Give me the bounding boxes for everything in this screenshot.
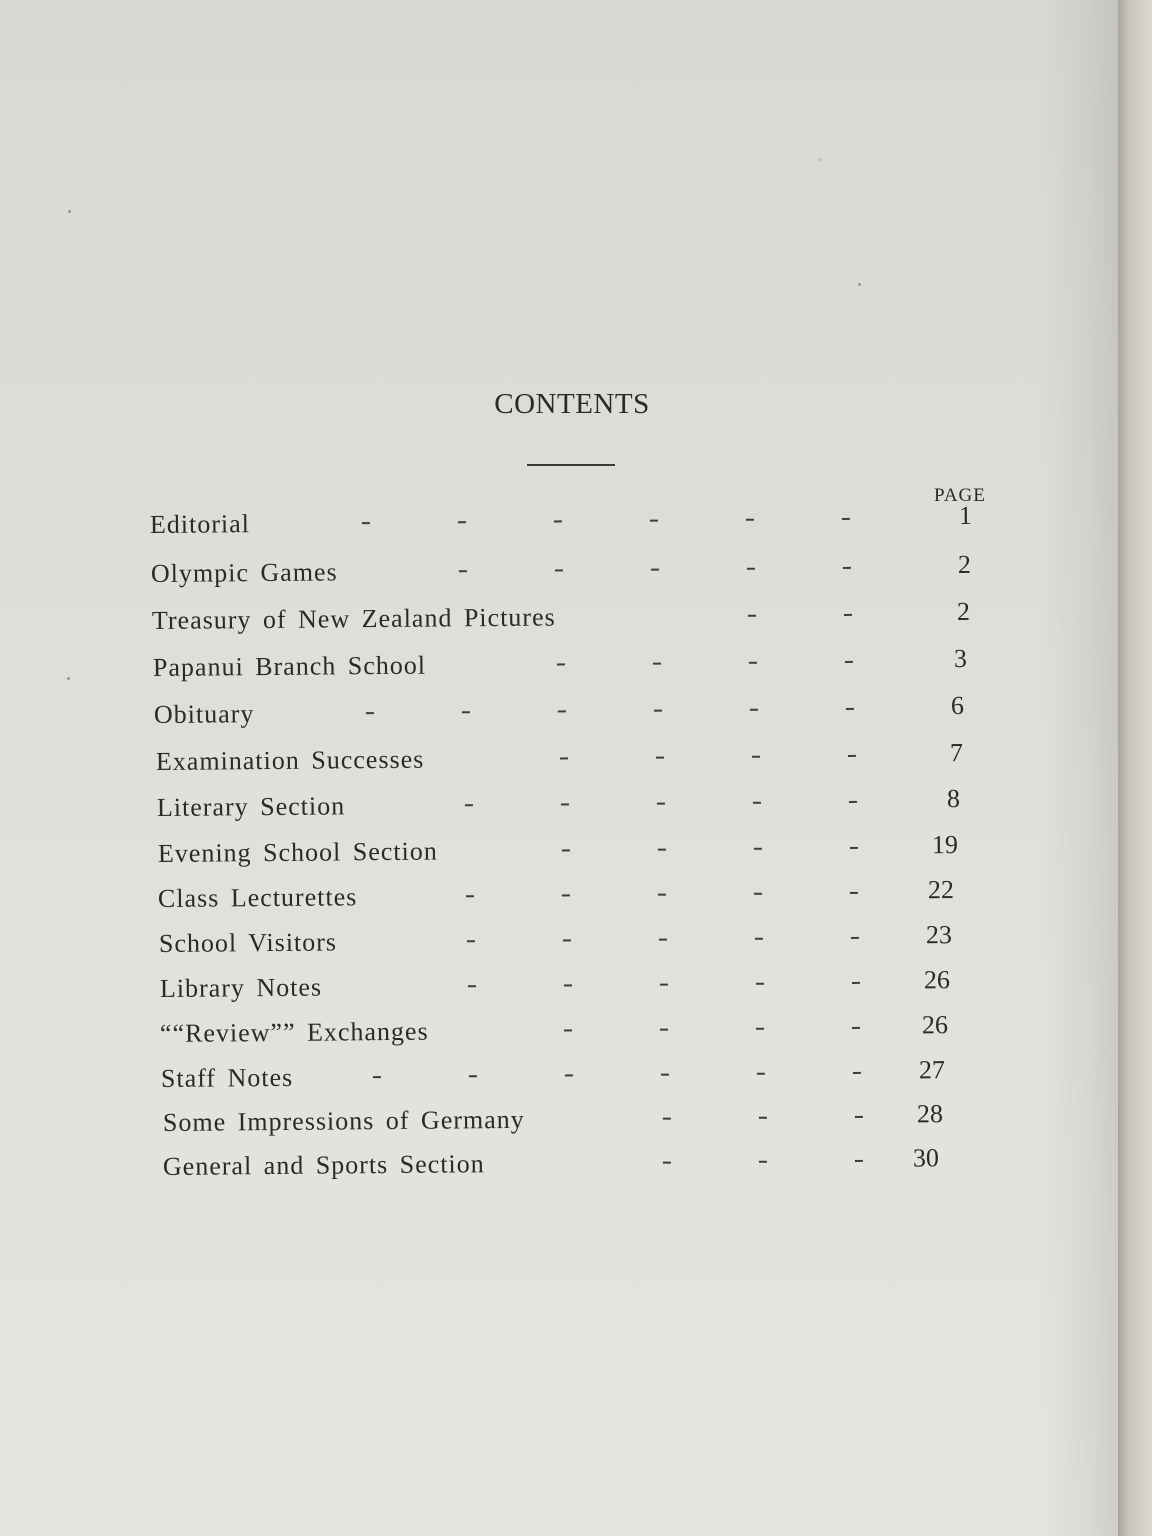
toc-entry-title: School Visitors <box>158 927 338 958</box>
leader-dash <box>469 1075 477 1077</box>
leader-dash <box>749 662 757 664</box>
toc-entry <box>163 1145 993 1192</box>
leader-dash <box>660 984 668 986</box>
leader-dash <box>659 939 667 941</box>
toc-entry-page: 6 <box>950 690 965 721</box>
leader-dash <box>558 710 566 712</box>
leader-dash <box>465 804 473 806</box>
leader-dash <box>855 1160 863 1162</box>
leader-dash <box>555 569 563 571</box>
leader-dash <box>756 983 764 985</box>
leader-dash <box>656 757 664 759</box>
toc-entry-page: 27 <box>918 1055 946 1085</box>
paper-speck <box>858 283 861 286</box>
heading-rule <box>527 464 615 466</box>
toc-entry <box>151 596 982 646</box>
leader-dash <box>564 984 572 986</box>
leader-dash <box>459 570 467 572</box>
toc-entry-title: Obituary <box>153 699 255 729</box>
leader-dash <box>658 894 666 896</box>
leader-dash <box>663 1162 671 1164</box>
toc-entry-page: 3 <box>953 643 968 674</box>
leader-dash <box>657 803 665 805</box>
leader-dash <box>554 520 562 522</box>
leader-dash <box>564 1029 572 1031</box>
toc-entry <box>149 500 980 550</box>
toc-entry-title: Class Lecturettes <box>157 882 358 913</box>
leader-dash <box>843 567 851 569</box>
toc-entry-title: Treasury of New Zealand Pictures <box>151 602 556 635</box>
leader-dash <box>850 847 858 849</box>
contents-heading: CONTENTS <box>494 388 650 420</box>
leader-dash <box>748 615 756 617</box>
toc-entry-title: Evening School Section <box>157 836 438 868</box>
leader-dashes <box>150 517 910 530</box>
leader-dash <box>759 1117 767 1119</box>
leader-dash <box>563 939 571 941</box>
leader-dash <box>560 757 568 759</box>
page-gutter-shadow <box>1040 0 1120 1536</box>
toc-entry-page: 8 <box>946 783 961 814</box>
toc-entry-page: 1 <box>958 500 973 530</box>
paper-speck <box>67 677 70 680</box>
toc-entry-title: Literary Section <box>156 791 346 822</box>
leader-dash <box>756 1028 764 1030</box>
toc-entry-title: ““Review”” Exchanges <box>159 1016 429 1048</box>
toc-entry <box>158 877 988 924</box>
leader-dash <box>468 985 476 987</box>
leader-dash <box>746 519 754 521</box>
leader-dash <box>653 663 661 665</box>
toc-entry <box>161 1057 991 1104</box>
toc-entry-title: General and Sports Section <box>162 1149 485 1181</box>
toc-entry-title: Editorial <box>149 509 251 539</box>
leader-dash <box>842 518 850 520</box>
toc-entry-page: 7 <box>949 737 964 768</box>
leader-dash <box>845 661 853 663</box>
leader-dash <box>466 895 474 897</box>
leader-dash <box>750 709 758 711</box>
leader-dash <box>855 1116 863 1118</box>
leader-dash <box>844 614 852 616</box>
toc-entry <box>160 1012 990 1059</box>
toc-entry-page: 19 <box>931 830 959 860</box>
leader-dash <box>562 849 570 851</box>
leader-dash <box>562 894 570 896</box>
leader-dash <box>651 569 659 571</box>
leader-dash <box>373 1076 381 1078</box>
leader-dash <box>565 1074 573 1076</box>
toc-entry <box>150 549 981 599</box>
toc-entry-page: 2 <box>957 549 972 579</box>
toc-entry-title: Staff Notes <box>160 1062 294 1093</box>
toc-entry-page: 23 <box>925 920 953 950</box>
leader-dash <box>852 1027 860 1029</box>
leader-dash <box>846 708 854 710</box>
leader-dash <box>561 803 569 805</box>
leader-dash <box>747 568 755 570</box>
toc-entry <box>155 737 986 787</box>
leader-dashes <box>154 707 914 720</box>
leader-dash <box>755 938 763 940</box>
toc-entry-page: 2 <box>956 596 971 626</box>
leader-dash <box>557 663 565 665</box>
leader-dash <box>852 982 860 984</box>
paper-speck <box>818 158 821 161</box>
toc-entry-page: 26 <box>923 965 951 995</box>
toc-entry-title: Library Notes <box>159 972 323 1003</box>
page-column-header: PAGE <box>934 485 986 506</box>
toc-entry <box>160 967 990 1014</box>
leader-dash <box>660 1029 668 1031</box>
leader-dash <box>853 1072 861 1074</box>
toc-entry-page: 26 <box>921 1010 949 1040</box>
next-page-edge <box>1118 0 1152 1536</box>
leader-dash <box>462 711 470 713</box>
leader-dash <box>848 755 856 757</box>
toc-entry <box>156 783 987 833</box>
toc-entry <box>159 922 989 969</box>
leader-dash <box>663 1118 671 1120</box>
toc-entry-title: Olympic Games <box>150 557 338 588</box>
leader-dash <box>458 521 466 523</box>
toc-entry <box>158 832 988 879</box>
toc-entry-title: Papanui Branch School <box>152 650 427 682</box>
toc-entry <box>152 643 983 693</box>
toc-entry-title: Examination Successes <box>155 744 425 776</box>
leader-dash <box>752 756 760 758</box>
leader-dash <box>362 522 370 524</box>
leader-dash <box>658 849 666 851</box>
leader-dash <box>849 801 857 803</box>
leader-dash <box>850 892 858 894</box>
toc-entry-title: Some Impressions of Germany <box>162 1104 525 1137</box>
leader-dash <box>754 893 762 895</box>
paper-speck <box>68 210 71 213</box>
leader-dash <box>654 710 662 712</box>
toc-entry-page: 28 <box>916 1099 944 1129</box>
toc-entry-page: 30 <box>912 1143 940 1173</box>
leader-dash <box>759 1161 767 1163</box>
leader-dash <box>753 802 761 804</box>
leader-dash <box>754 848 762 850</box>
leader-dash <box>661 1074 669 1076</box>
leader-dash <box>851 937 859 939</box>
toc-entry <box>153 690 984 740</box>
toc-entry-page: 22 <box>927 875 955 905</box>
leader-dash <box>757 1073 765 1075</box>
leader-dash <box>650 520 658 522</box>
toc-entry <box>163 1101 993 1148</box>
leader-dash <box>366 712 374 714</box>
leader-dash <box>467 940 475 942</box>
